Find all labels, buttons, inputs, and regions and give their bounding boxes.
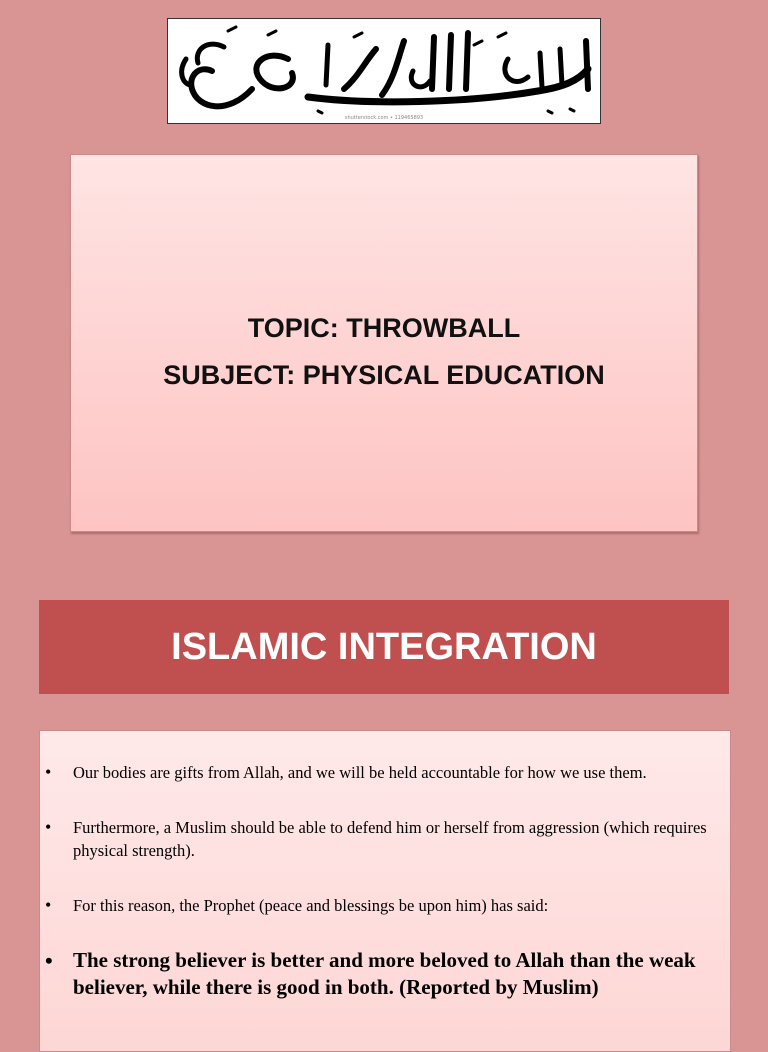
bullet-dot-icon: • <box>45 948 53 973</box>
title-card <box>70 154 698 532</box>
topic-title: TOPIC: THROWBALL <box>247 313 521 343</box>
bullet-dot-icon: • <box>45 817 52 837</box>
bullet-item-quote <box>40 947 730 1001</box>
bullet-item <box>40 816 730 862</box>
watermark-caption: shutterstock.com • 119465893 <box>344 115 424 121</box>
bullet-item <box>40 761 730 784</box>
bullet-dot-icon: • <box>45 762 52 782</box>
section-heading: ISLAMIC INTEGRATION <box>171 625 597 668</box>
bullet-dot-icon: • <box>45 895 52 915</box>
bullet-text: Our bodies are gifts from Allah, and we will be held accountable for how we use them. <box>73 763 647 782</box>
bullet-text: Furthermore, a Muslim should be able to defend him or herself from aggression (which requires physical strength). <box>73 818 707 860</box>
subject-title: SUBJECT: PHYSICAL EDUCATION <box>163 360 605 390</box>
section-header <box>39 600 729 694</box>
bullet-list <box>40 761 730 1001</box>
calligraphy-logo-icon <box>168 19 600 123</box>
bullet-text: For this reason, the Prophet (peace and blessings be upon him) has said: <box>73 896 549 915</box>
bullet-item <box>40 894 730 917</box>
content-card <box>39 730 731 1052</box>
bullet-text: The strong believer is better and more beloved to Allah than the weak believer, while there is good in both. (Reported by Muslim) <box>73 948 696 999</box>
bismillah-calligraphy-banner <box>167 18 601 124</box>
title-block <box>71 305 697 399</box>
